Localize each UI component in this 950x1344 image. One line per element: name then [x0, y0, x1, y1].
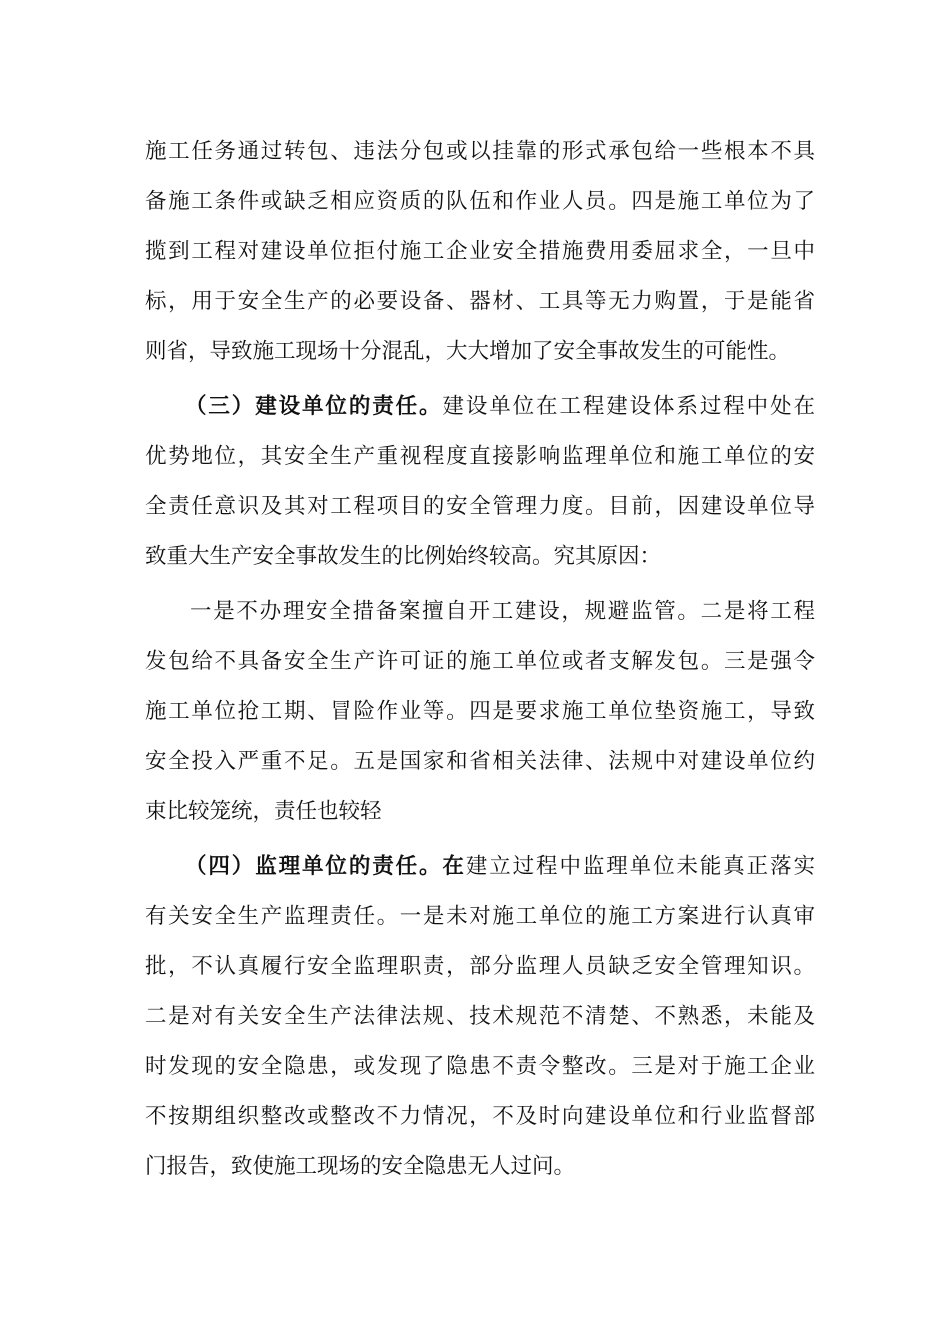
paragraph-2-line-1 — [185, 387, 815, 427]
paragraph-1-line-5: 则省，导致施工现场十分混乱，大大增加了安全事故发生的可能性。 — [145, 339, 791, 364]
paragraph-1-line-2: 备施工条件或缺乏相应资质的队伍和作业人员。四是施工单位为了 — [145, 189, 815, 214]
paragraph-2-line-2: 优势地位，其安全生产重视程度直接影响监理单位和施工单位的安 — [145, 444, 815, 469]
paragraph-3-line-4: 安全投入严重不足。五是国家和省相关法律、法规中对建设单位约 — [145, 749, 815, 774]
paragraph-4-line-1-text: 建立过程中监理单位未能真正落实 — [465, 854, 815, 879]
paragraph-4-line-3: 批，不认真履行安全监理职责，部分监理人员缺乏安全管理知识。 — [145, 954, 815, 979]
paragraph-4-line-6: 不按期组织整改或整改不力情况，不及时向建设单位和行业监督部 — [145, 1104, 815, 1129]
paragraph-1-line-3: 揽到工程对建设单位拒付施工企业安全措施费用委屈求全，一旦中 — [145, 239, 815, 264]
section-heading-three: （三）建设单位的责任。 — [185, 394, 443, 419]
paragraph-4-line-7: 门报告，致使施工现场的安全隐患无人过问。 — [145, 1154, 576, 1179]
paragraph-3-line-3: 施工单位抢工期、冒险作业等。四是要求施工单位垫资施工，导致 — [145, 699, 815, 724]
paragraph-3-line-5: 束比较笼统，责任也较轻 — [145, 799, 382, 824]
paragraph-2-line-1-text: 建设单位在工程建设体系过程中处在 — [442, 394, 815, 419]
paragraph-3-line-2: 发包给不具备安全生产许可证的施工单位或者支解发包。三是强令 — [145, 649, 815, 674]
paragraph-4-line-4: 二是对有关安全生产法律法规、技术规范不清楚、不熟悉，未能及 — [145, 1004, 815, 1029]
paragraph-3-line-1: 一是不办理安全措备案擅自开工建设，规避监管。二是将工程 — [190, 599, 815, 624]
paragraph-2-line-3: 全责任意识及其对工程项目的安全管理力度。目前，因建设单位导 — [145, 494, 815, 519]
paragraph-1-line-4: 标，用于安全生产的必要设备、器材、工具等无力购置，于是能省 — [145, 289, 815, 314]
paragraph-4-line-1 — [185, 847, 815, 887]
paragraph-4-line-2: 有关安全生产监理责任。一是未对施工单位的施工方案进行认真审 — [145, 904, 815, 929]
paragraph-4-line-5: 时发现的安全隐患，或发现了隐患不责令整改。三是对于施工企业 — [145, 1054, 815, 1079]
paragraph-2-line-4: 致重大生产安全事故发生的比例始终较高。究其原因： — [145, 544, 662, 569]
section-heading-four: （四）监理单位的责任。在 — [185, 854, 466, 879]
paragraph-1-line-1: 施工任务通过转包、违法分包或以挂靠的形式承包给一些根本不具 — [145, 139, 815, 164]
